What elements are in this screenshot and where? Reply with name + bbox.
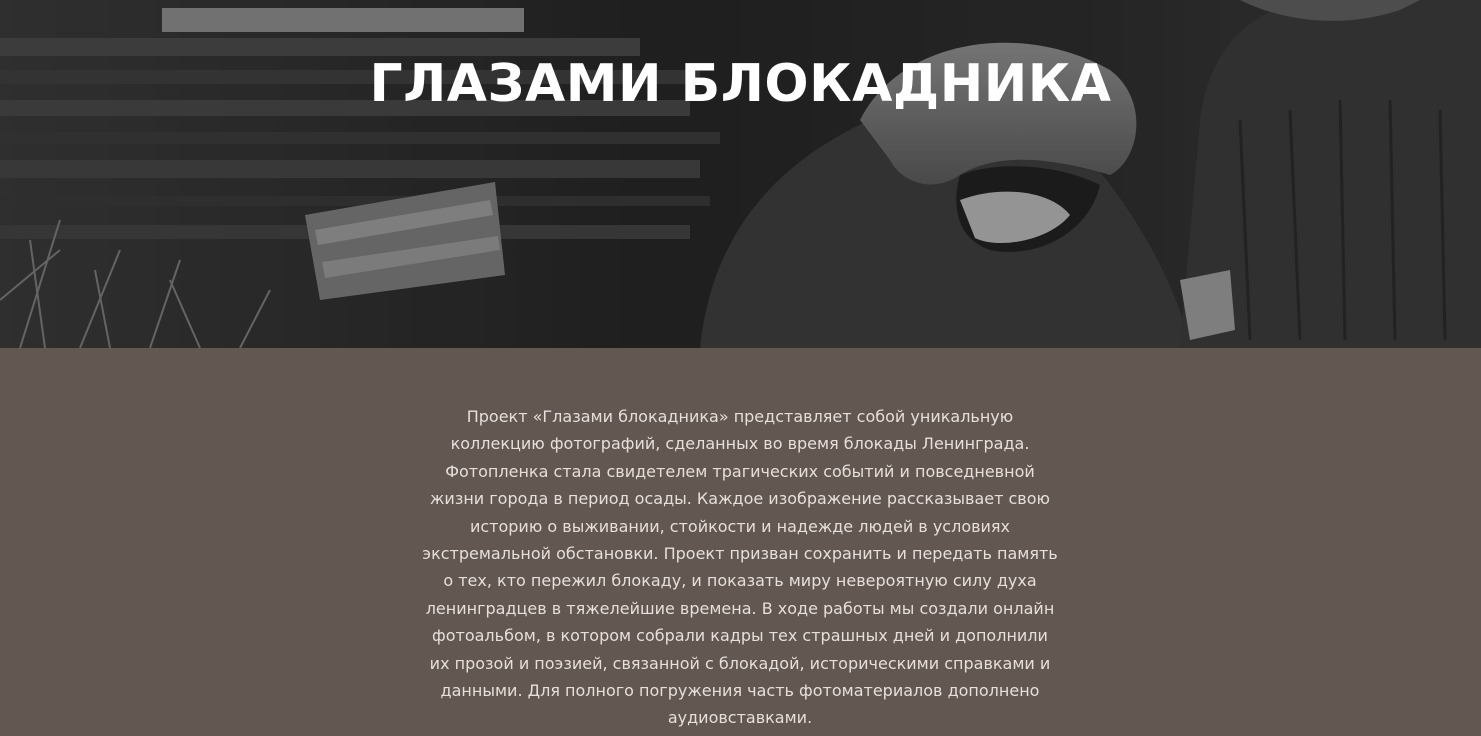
main-content xyxy=(0,348,1481,736)
project-description: Проект «Глазами блокадника» представляет собой уникальную коллекцию фотографий, сделанных во время блокады Ленинграда. Фотопленка стала свидетелем трагических событий и повседневной жизни города в период осады. Каждое изображение рассказывает свою историю о выживании, стойкости и надежде людей в условиях экстремальной обстановки. Проект призван сохранить и передать память о тех, кто пережил блокаду, и показать миру невероятную силу духа ленинградцев в тяжелейшие времена. В ходе работы мы создали онлайн фотоальбом, в котором собрали кадры тех страшных дней и дополнили их прозой и поэзией, связанной с блокадой, историческими справками и данными. Для полного погружения часть фотоматериалов дополнено аудиовставками. xyxy=(422,407,1058,728)
hero-banner xyxy=(0,0,1481,348)
page-title: ГЛАЗАМИ БЛОКАДНИКА xyxy=(369,54,1112,114)
